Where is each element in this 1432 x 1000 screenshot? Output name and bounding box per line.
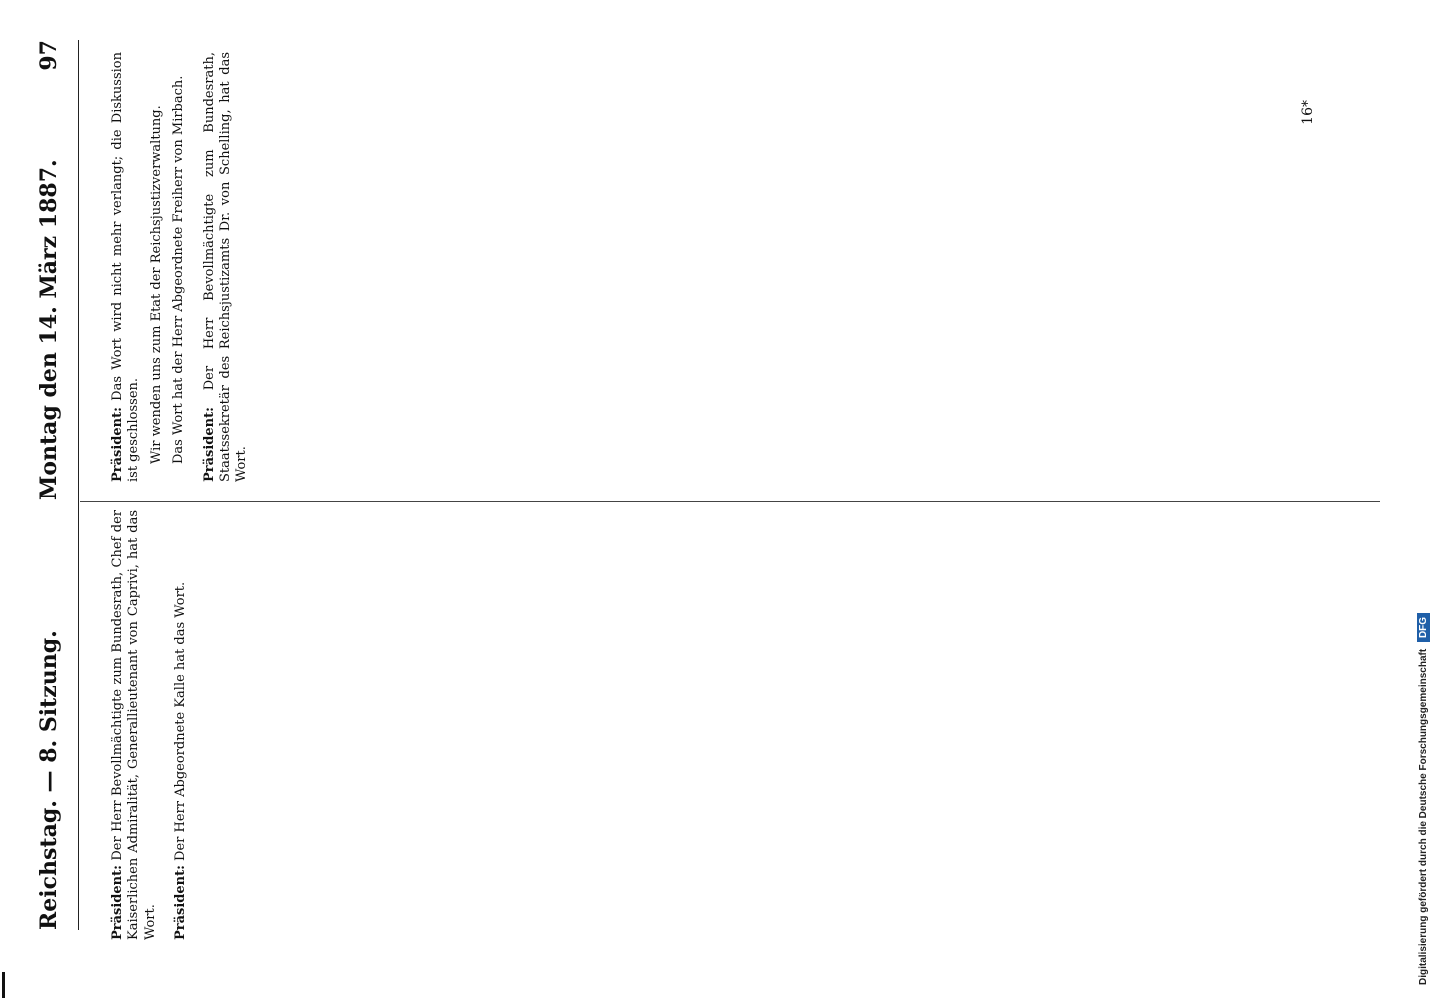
scan-edge-mark [2, 972, 5, 998]
speaker-text: Der Herr Abgeordnete Kalle hat das Wort. [173, 581, 189, 861]
speaker-name: Präsident: [173, 865, 189, 940]
speaker-paragraph [202, 52, 251, 482]
speaker-paragraph [110, 510, 159, 940]
speaker-text: Der Herr Bevollmächtigte zum Bundesrath, Staatssekretär des Reichsjustizamts Dr. von Schelling, hat das Wort. [201, 52, 250, 482]
header-date: Montag den 14. März 1887. [36, 159, 62, 500]
speaker-text: Der Herr Bevollmächtigte zum Bundesrath, Chef der Kaiserlichen Admiralität, Generallieutenant von Caprivi, hat das Wort. [110, 510, 158, 940]
digitization-notice [1418, 613, 1429, 985]
left-text-column [96, 510, 1386, 940]
speaker-text: Das Wort wird nicht mehr verlangt; die Diskussion ist geschlossen. [110, 52, 142, 482]
speaker-paragraph [110, 52, 143, 482]
speaker-name: Präsident: [110, 865, 125, 940]
page-header [22, 30, 78, 970]
column-divider [80, 501, 1380, 502]
page-number: 97 [36, 40, 62, 71]
right-text-column [96, 52, 1386, 482]
body-paragraph: Das Wort hat der Herr Abgeordnete Freiherr von Mirbach. [171, 75, 187, 464]
speaker-name: Präsident: [201, 407, 217, 482]
signature-mark: 16* [1300, 100, 1316, 125]
speaker-name: Präsident: [110, 407, 125, 482]
digitization-notice-text: Digitalisierung gefördert durch die Deutsche Forschungsgemeinschaft [1418, 648, 1429, 985]
speaker-paragraph [173, 510, 189, 940]
dfg-logo: DFG [1417, 613, 1430, 642]
header-rule [78, 40, 79, 930]
header-session-title: Reichstag. — 8. Sitzung. [36, 630, 62, 930]
body-paragraph: Wir wenden uns zum Etat der Reichsjustizverwaltung. [148, 105, 164, 464]
